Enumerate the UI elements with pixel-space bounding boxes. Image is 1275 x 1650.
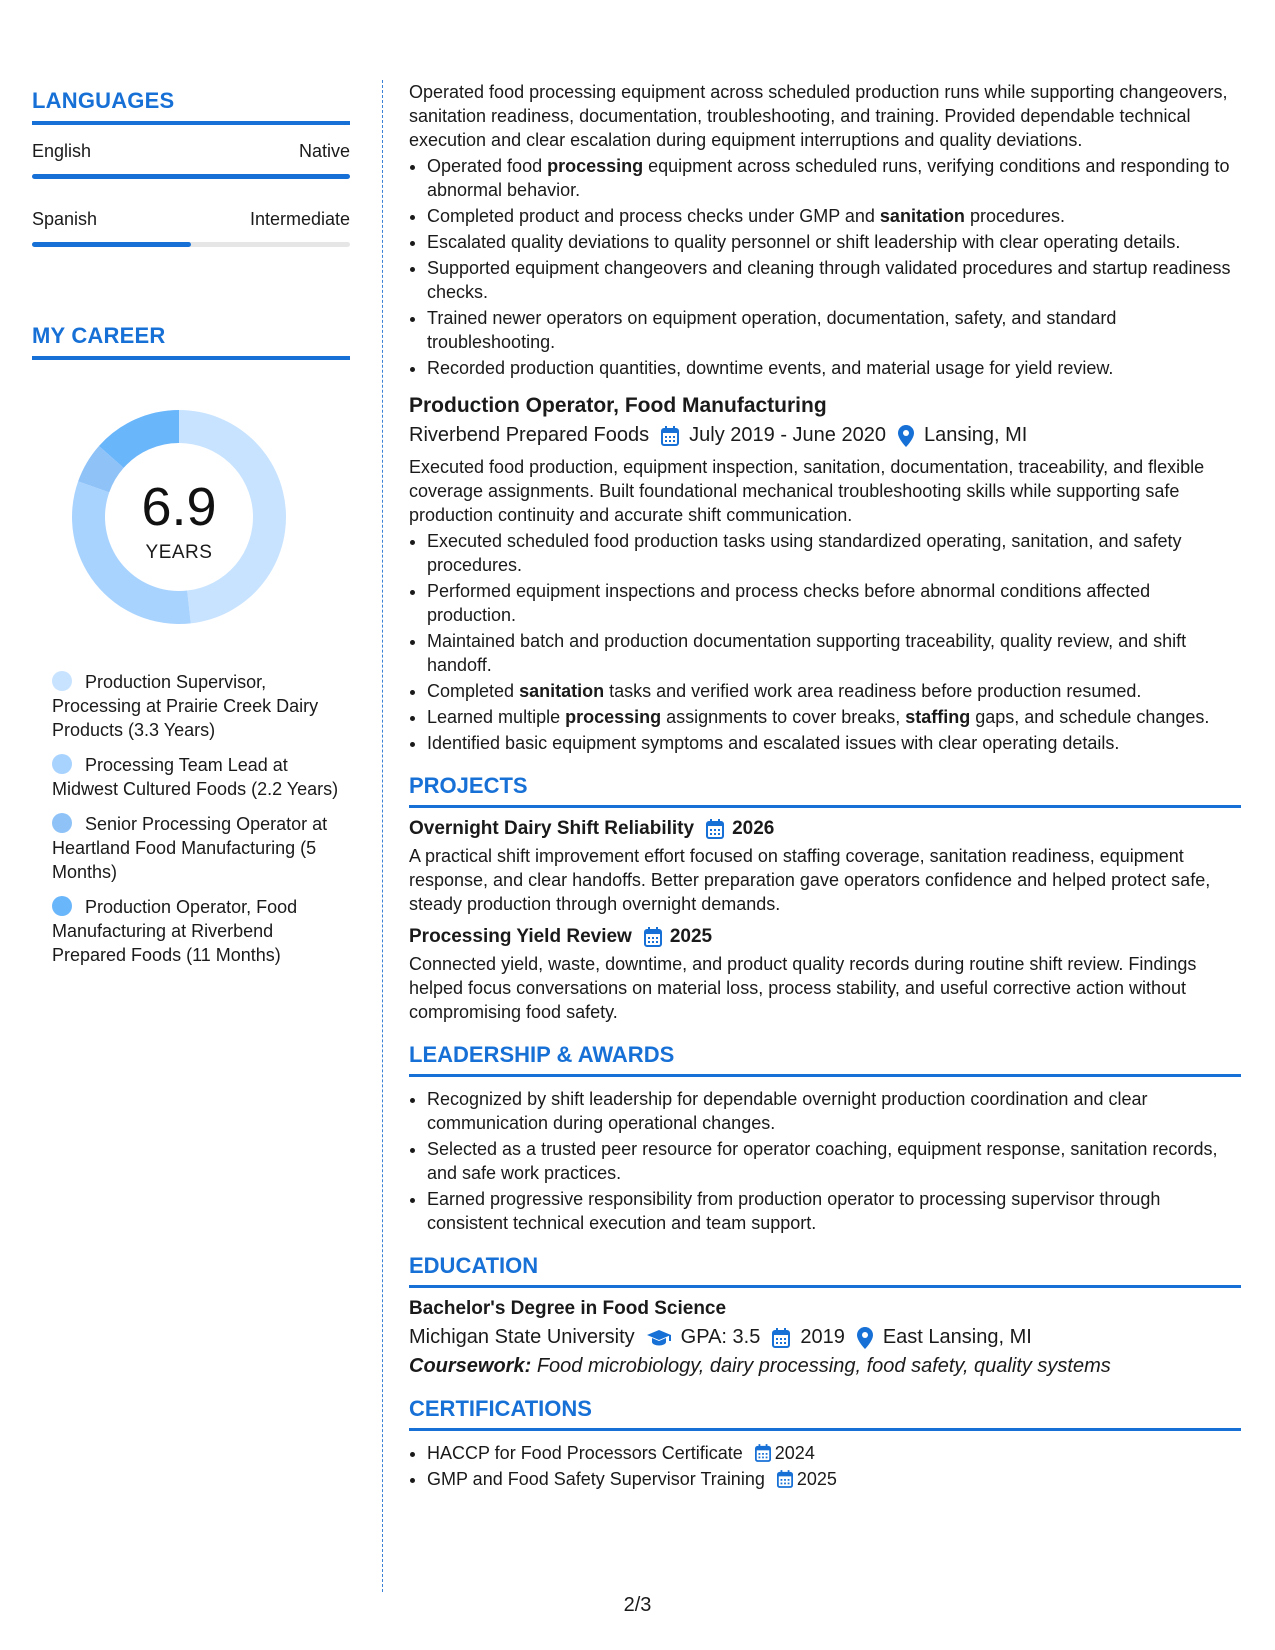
calendar-icon — [772, 1328, 790, 1348]
project-item — [409, 818, 1241, 916]
coursework-label: Coursework: — [409, 1355, 532, 1377]
bullet: • Executed scheduled food production tasks using standardized operating, sanitation, and safety procedures. — [427, 529, 1241, 577]
bullet: • Maintained batch and production documentation supporting traceability, quality review, and shift handoff. — [427, 629, 1241, 677]
company-name: Riverbend Prepared Foods — [409, 424, 650, 446]
graduation-year: 2019 — [800, 1326, 845, 1348]
main-content — [409, 80, 1241, 1493]
certification-item: • GMP and Food Safety Supervisor Training 2025 — [427, 1467, 1241, 1491]
legend-dot — [52, 896, 72, 916]
legend-dot — [52, 813, 72, 833]
career-years-unit: YEARS — [145, 542, 213, 563]
role-bullets — [409, 154, 1241, 380]
sidebar — [32, 88, 350, 978]
bullet: • Identified basic equipment symptoms and escalated issues with clear operating details. — [427, 731, 1241, 755]
job-meta — [409, 424, 1241, 447]
career-donut-chart — [64, 402, 294, 632]
education-heading: EDUCATION — [409, 1253, 1241, 1288]
map-pin-icon — [898, 425, 914, 447]
language-bar-fill — [32, 174, 350, 179]
project-description: A practical shift improvement effort focused on staffing coverage, sanitation readiness, equipment response, and clear handoffs. Better preparation gave operators confidence and helped protect safe, steady production through overnight demands. — [409, 846, 1211, 914]
project-title: Processing Yield Review — [409, 926, 632, 947]
career-legend — [52, 670, 342, 967]
career-legend-item: Senior Processing Operator at Heartland Food Manufacturing (5 Months) — [52, 814, 328, 882]
graduation-cap-icon — [647, 1329, 671, 1347]
language-level: Native — [298, 141, 350, 161]
project-description: Connected yield, waste, downtime, and product quality records during routine shift review. Findings helped focus conversations on material loss, process stability, and useful corrective action without compromising food safety. — [409, 954, 1197, 1022]
career-legend-item: Processing Team Lead at Midwest Cultured Foods (2.2 Years) — [52, 755, 339, 799]
gpa: GPA: 3.5 — [680, 1326, 761, 1348]
coursework — [409, 1355, 1241, 1378]
career-heading: MY CAREER — [32, 323, 350, 360]
certifications-heading: CERTIFICATIONS — [409, 1396, 1241, 1431]
calendar-icon — [706, 819, 724, 839]
bullet: • Completed sanitation tasks and verified work area readiness before production resumed. — [427, 679, 1241, 703]
job-summary: Executed food production, equipment inspection, sanitation, documentation, traceability, and flexible coverage assignments. Built foundational mechanical troubleshooting skills while supporting safe production continuity and accurate shift communication. — [409, 457, 1205, 525]
language-english — [32, 141, 350, 179]
projects-heading: PROJECTS — [409, 773, 1241, 808]
school-name: Michigan State University — [409, 1326, 635, 1348]
career-legend-item: Production Operator, Food Manufacturing at Riverbend Prepared Foods (11 Months) — [52, 897, 298, 965]
job-dates: July 2019 - June 2020 — [689, 424, 886, 446]
project-year: 2025 — [669, 926, 713, 947]
language-bar — [32, 242, 350, 247]
calendar-icon — [755, 1444, 771, 1462]
legend-dot — [52, 671, 72, 691]
page-number: 2/3 — [623, 1594, 652, 1616]
calendar-icon — [644, 927, 662, 947]
languages-heading: LANGUAGES — [32, 88, 350, 125]
language-bar-fill — [32, 242, 191, 247]
bullet: • Operated food processing equipment across scheduled runs, verifying conditions and responding to abnormal behavior. — [427, 154, 1241, 202]
column-divider — [382, 80, 383, 1592]
project-title: Overnight Dairy Shift Reliability — [409, 818, 695, 839]
bullet: • Supported equipment changeovers and cleaning through validated procedures and startup readiness checks. — [427, 256, 1241, 304]
language-spanish — [32, 209, 350, 247]
degree: Bachelor's Degree in Food Science — [409, 1298, 727, 1319]
project-year: 2026 — [732, 818, 775, 839]
leadership-bullets — [409, 1087, 1241, 1235]
calendar-icon — [661, 426, 679, 446]
bullet: • Escalated quality deviations to quality personnel or shift leadership with clear operating details. — [427, 230, 1241, 254]
language-name: English — [32, 141, 92, 161]
calendar-icon — [777, 1470, 793, 1488]
career-total-years: 6.9 — [141, 477, 217, 537]
job-location: Lansing, MI — [923, 424, 1028, 446]
certifications-list — [409, 1441, 1241, 1491]
career-legend-item: Production Supervisor, Processing at Prairie Creek Dairy Products (3.3 Years) — [52, 672, 319, 740]
job-title: Production Operator, Food Manufacturing — [409, 394, 827, 417]
bullet: • Earned progressive responsibility from production operator to processing supervisor through consistent technical execution and team support. — [427, 1187, 1241, 1235]
bullet: • Selected as a trusted peer resource for operator coaching, equipment response, sanitation records, and safe work practices. — [427, 1137, 1241, 1185]
bullet: • Learned multiple processing assignments to cover breaks, staffing gaps, and schedule changes. — [427, 705, 1241, 729]
job-bullets — [409, 529, 1241, 755]
leadership-heading: LEADERSHIP & AWARDS — [409, 1042, 1241, 1077]
language-name: Spanish — [32, 209, 98, 229]
map-pin-icon — [857, 1327, 873, 1349]
bullet: • Completed product and process checks under GMP and sanitation procedures. — [427, 204, 1241, 228]
bullet: • Recorded production quantities, downtime events, and material usage for yield review. — [427, 356, 1241, 380]
bullet: • Recognized by shift leadership for dependable overnight production coordination and clear communication during operational changes. — [427, 1087, 1241, 1135]
project-item — [409, 926, 1241, 1024]
certification-item: • HACCP for Food Processors Certificate 2024 — [427, 1441, 1241, 1465]
coursework-list: Food microbiology, dairy processing, food safety, quality systems — [536, 1355, 1111, 1377]
role-summary: Operated food processing equipment across scheduled production runs while supporting changeovers, sanitation readiness, documentation, troubleshooting, and training. Provided dependable technical execution and clear escalation during equipment interruptions and quality deviations. — [409, 82, 1228, 150]
language-bar — [32, 174, 350, 179]
legend-dot — [52, 754, 72, 774]
bullet: • Performed equipment inspections and process checks before abnormal conditions affected production. — [427, 579, 1241, 627]
bullet: • Trained newer operators on equipment operation, documentation, safety, and standard troubleshooting. — [427, 306, 1241, 354]
school-location: East Lansing, MI — [882, 1326, 1032, 1348]
language-level: Intermediate — [249, 209, 350, 229]
education-meta — [409, 1326, 1241, 1349]
